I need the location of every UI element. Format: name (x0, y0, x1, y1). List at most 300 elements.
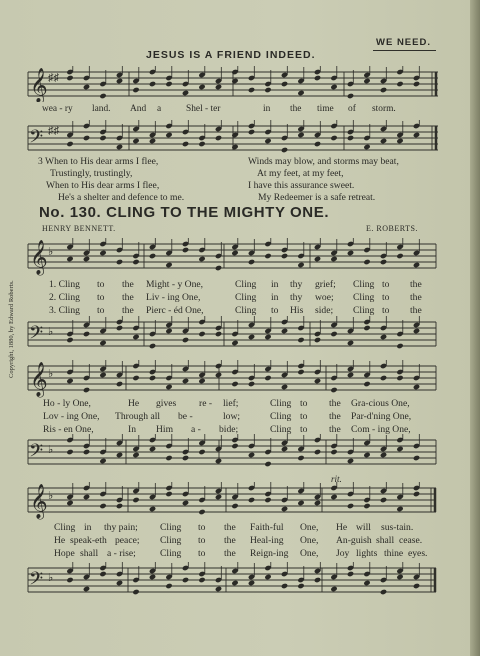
note-head (264, 497, 271, 503)
note-head (165, 262, 172, 268)
svg-text:𝄢: 𝄢 (29, 322, 44, 347)
lyric-syllable: time (317, 104, 334, 114)
lyric-syllable: in (271, 279, 279, 290)
note-head (231, 144, 238, 150)
note-head (297, 337, 304, 343)
note-head (165, 328, 172, 334)
note-head (297, 455, 304, 461)
verse-line: He's a shelter and defence to me. (58, 192, 185, 203)
note-head (182, 90, 189, 96)
lyric-syllable: to (97, 305, 105, 316)
note-head (363, 325, 370, 331)
note-head (314, 577, 321, 583)
lyric-syllable: to (300, 398, 308, 409)
note-head (99, 372, 106, 378)
lyric-syllable: the (290, 104, 302, 114)
note-head (198, 577, 205, 583)
note-head (132, 87, 139, 93)
note-head (182, 577, 189, 583)
note-head (66, 378, 73, 384)
composer-credit: E. ROBERTS. (366, 224, 418, 233)
lyric-syllable: He (128, 398, 140, 409)
note-head (396, 138, 403, 144)
lyric-syllable: speak-eth (70, 535, 107, 546)
note-head (132, 497, 139, 503)
head-rule (373, 50, 436, 51)
lyric-syllable: He (336, 522, 348, 533)
note-head (413, 328, 420, 334)
system3-bass-staff (26, 560, 442, 600)
note-head (83, 84, 90, 90)
lyric-syllable: Joy (336, 548, 350, 559)
ritardando-mark: rit. (331, 474, 342, 484)
note-head (149, 253, 156, 259)
note-head (132, 259, 139, 265)
note-head (347, 250, 354, 256)
system2-bass-staff (26, 432, 442, 472)
note-head (314, 378, 321, 384)
note-head (363, 144, 370, 150)
note-head (149, 81, 156, 87)
svg-text:𝄢: 𝄢 (29, 568, 44, 593)
note-head (231, 381, 238, 387)
lyric-syllable: Cling (235, 292, 257, 303)
lyric-syllable: to (382, 305, 390, 316)
copyright-notice: Copyright, 1880, by Edward Roberts. (8, 280, 15, 378)
lyric-syllable: in (263, 104, 271, 114)
note-head (396, 375, 403, 381)
lyric-syllable: Gra-cious One, (351, 398, 410, 409)
lyric-syllable: shall (80, 548, 99, 559)
note-head (347, 372, 354, 378)
note-head (182, 378, 189, 384)
note-head (198, 378, 205, 384)
lyric-syllable: An-guish (336, 535, 372, 546)
system1-bass-staff (26, 312, 442, 352)
note-head (297, 132, 304, 138)
note-head (380, 497, 387, 503)
note-head (281, 446, 288, 452)
note-head (363, 78, 370, 84)
note-head (396, 506, 403, 512)
note-head (231, 250, 238, 256)
lyric-syllable: Par-d'ning One, (351, 411, 412, 422)
lyric-syllable: Liv - ing One, (146, 292, 201, 303)
note-head (297, 500, 304, 506)
lyric-syllable: Him (156, 424, 174, 435)
note-head (413, 132, 420, 138)
note-head (396, 81, 403, 87)
note-head (347, 458, 354, 464)
svg-text:♭: ♭ (48, 368, 54, 380)
note-head (99, 340, 106, 346)
note-head (99, 93, 106, 99)
note-head (363, 580, 370, 586)
note-head (149, 506, 156, 512)
lyric-syllable: a - rise; (107, 548, 136, 559)
note-head (363, 503, 370, 509)
note-head (281, 253, 288, 259)
note-head (314, 449, 321, 455)
note-head (264, 334, 271, 340)
lyric-syllable: Ho - ly One, (43, 398, 91, 409)
lyric-syllable: His (290, 305, 304, 316)
svg-text:♭: ♭ (48, 444, 54, 456)
lyric-syllable: wea - ry (42, 104, 73, 114)
note-head (215, 84, 222, 90)
lyric-syllable: Cling (353, 292, 375, 303)
lyric-syllable: the (224, 522, 236, 533)
note-head (413, 81, 420, 87)
lyric-syllable: bide; (219, 424, 239, 435)
verse-line: Winds may blow, and storms may beat, (248, 156, 399, 167)
svg-text:𝄢: 𝄢 (29, 440, 44, 465)
svg-text:♯♯: ♯♯ (48, 125, 59, 137)
lyric-syllable: the (224, 548, 236, 559)
note-head (281, 506, 288, 512)
note-head (215, 331, 222, 337)
lyric-syllable: sus-tain. (381, 522, 414, 533)
lyric-syllable: Cling (235, 279, 257, 290)
note-head (413, 491, 420, 497)
lyric-syllable: Cling (160, 548, 182, 559)
lyric-syllable: be - (178, 411, 193, 422)
lyric-syllable: the (329, 424, 341, 435)
note-head (165, 384, 172, 390)
lyric-syllable: 3. Cling (49, 305, 80, 316)
svg-text:♭: ♭ (48, 326, 54, 338)
note-head (182, 455, 189, 461)
verse-line: I have this assurance sweet. (248, 180, 355, 191)
lyric-syllable: the (410, 305, 422, 316)
lyric-syllable: Reign-ing (250, 548, 289, 559)
note-head (330, 387, 337, 393)
note-head (198, 449, 205, 455)
note-head (330, 494, 337, 500)
lyric-syllable: Faith-ful (250, 522, 284, 533)
system2-treble-staff (26, 358, 442, 398)
note-head (347, 503, 354, 509)
note-head (314, 75, 321, 81)
lyric-syllable: Cling (270, 411, 292, 422)
lyric-syllable: the (410, 279, 422, 290)
note-head (248, 334, 255, 340)
lyric-syllable: lights (356, 548, 378, 559)
hymn-title: No. 130. CLING TO THE MIGHTY ONE. (39, 204, 330, 221)
note-head (66, 256, 73, 262)
note-head (380, 334, 387, 340)
lyric-syllable: 1. Cling (49, 279, 80, 290)
note-head (297, 369, 304, 375)
lyric-syllable: in (271, 292, 279, 303)
note-head (83, 449, 90, 455)
lyric-syllable: One, (300, 522, 319, 533)
verse-line: At my feet, at my feet, (257, 168, 344, 179)
note-head (297, 583, 304, 589)
lyric-syllable: cease. (399, 535, 423, 546)
note-head (380, 87, 387, 93)
lyric-syllable: Cling (160, 535, 182, 546)
lyric-syllable: eyes. (408, 548, 428, 559)
lyric-syllable: woe; (315, 292, 334, 303)
previous-hymn-title: JESUS IS A FRIEND INDEED. (146, 49, 316, 61)
lyric-syllable: re - (199, 398, 213, 409)
note-head (66, 449, 73, 455)
prev-treble-staff (26, 62, 442, 102)
note-head (149, 343, 156, 349)
lyric-syllable: He (54, 535, 66, 546)
lyric-syllable: One, (300, 548, 319, 559)
verse-line: My Redeemer is a safe retreat. (258, 192, 376, 203)
note-head (132, 334, 139, 340)
note-head (396, 574, 403, 580)
note-head (99, 571, 106, 577)
note-head (182, 141, 189, 147)
note-head (380, 375, 387, 381)
lyric-syllable: gives (156, 398, 177, 409)
note-head (132, 375, 139, 381)
lyric-syllable: Lov - ing One, (43, 411, 100, 422)
lyric-syllable: Pierc - éd One, (146, 305, 204, 316)
note-head (116, 144, 123, 150)
note-head (281, 328, 288, 334)
note-head (281, 583, 288, 589)
note-head (248, 580, 255, 586)
note-head (149, 138, 156, 144)
note-head (248, 497, 255, 503)
note-head (264, 138, 271, 144)
verse-line: Trustingly, trustingly, (50, 168, 133, 179)
lyric-syllable: 2. Cling (49, 292, 80, 303)
note-head (281, 81, 288, 87)
lyric-syllable: Through all (115, 411, 161, 422)
lyric-syllable: One, (300, 535, 319, 546)
note-head (165, 455, 172, 461)
note-head (116, 259, 123, 265)
svg-text:𝄞: 𝄞 (30, 241, 48, 274)
lyric-syllable: low; (223, 411, 241, 422)
note-head (248, 381, 255, 387)
note-head (198, 256, 205, 262)
note-head (83, 387, 90, 393)
note-head (380, 138, 387, 144)
note-head (99, 458, 106, 464)
note-head (83, 494, 90, 500)
svg-text:♯♯: ♯♯ (48, 72, 59, 84)
note-head (347, 571, 354, 577)
lyric-syllable: Cling (235, 305, 257, 316)
lyric-syllable: In (128, 424, 136, 435)
note-head (215, 265, 222, 271)
lyric-syllable: Heal-ing (250, 535, 284, 546)
note-head (281, 384, 288, 390)
note-head (380, 259, 387, 265)
note-head (314, 141, 321, 147)
note-head (165, 491, 172, 497)
lyric-syllable: shall (376, 535, 395, 546)
note-head (413, 384, 420, 390)
verse-line: 3 When to His dear arms I flee, (38, 156, 159, 167)
note-head (198, 141, 205, 147)
note-head (297, 262, 304, 268)
note-head (66, 500, 73, 506)
note-head (182, 500, 189, 506)
note-head (116, 452, 123, 458)
running-head-right: WE NEED. (376, 37, 431, 48)
note-head (66, 141, 73, 147)
note-head (231, 443, 238, 449)
lyric-syllable: to (300, 411, 308, 422)
note-head (347, 340, 354, 346)
note-head (165, 132, 172, 138)
book-spine-shadow (470, 0, 480, 656)
note-head (116, 381, 123, 387)
note-head (264, 87, 271, 93)
svg-text:♭: ♭ (48, 490, 54, 502)
lyric-syllable: the (122, 305, 134, 316)
note-head (314, 256, 321, 262)
svg-text:𝄢: 𝄢 (29, 126, 44, 151)
lyric-syllable: the (329, 398, 341, 409)
note-head (281, 147, 288, 153)
note-head (83, 135, 90, 141)
note-head (83, 586, 90, 592)
lyric-syllable: Cling (160, 522, 182, 533)
note-head (264, 574, 271, 580)
note-head (198, 84, 205, 90)
note-head (116, 580, 123, 586)
note-head (380, 589, 387, 595)
note-head (182, 247, 189, 253)
verse-line: When to His dear arms I flee, (46, 180, 160, 191)
lyric-syllable: thy (290, 279, 303, 290)
svg-text:𝄞: 𝄞 (30, 485, 48, 518)
note-head (297, 90, 304, 96)
lyric-syllable: side; (315, 305, 334, 316)
lyricist-credit: HENRY BENNETT. (42, 224, 116, 233)
note-head (396, 446, 403, 452)
note-head (215, 586, 222, 592)
note-head (248, 129, 255, 135)
note-head (248, 87, 255, 93)
svg-text:𝄞: 𝄞 (30, 69, 48, 102)
lyric-syllable: Cling (54, 522, 76, 533)
lyric-syllable: thy pain; (104, 522, 138, 533)
lyric-syllable: Com - ing One, (351, 424, 411, 435)
note-head (215, 494, 222, 500)
note-head (99, 250, 106, 256)
lyric-syllable: a - (191, 424, 201, 435)
note-head (165, 583, 172, 589)
note-head (330, 449, 337, 455)
note-head (264, 461, 271, 467)
note-head (363, 381, 370, 387)
lyric-syllable: Ris - en One, (43, 424, 94, 435)
lyric-syllable: And (130, 104, 147, 114)
note-head (99, 135, 106, 141)
lyric-syllable: the (329, 411, 341, 422)
note-head (165, 81, 172, 87)
lyric-syllable: the (122, 292, 134, 303)
note-head (231, 580, 238, 586)
note-head (380, 452, 387, 458)
note-head (248, 452, 255, 458)
lyric-syllable: Shel - ter (186, 104, 221, 114)
note-head (215, 135, 222, 141)
lyric-syllable: the (122, 279, 134, 290)
note-head (231, 78, 238, 84)
lyric-syllable: lief; (223, 398, 239, 409)
note-head (330, 256, 337, 262)
svg-text:♭: ♭ (48, 246, 54, 258)
note-head (66, 577, 73, 583)
note-head (198, 331, 205, 337)
note-head (132, 589, 139, 595)
note-head (314, 500, 321, 506)
lyric-syllable: to (382, 292, 390, 303)
note-head (83, 256, 90, 262)
lyric-syllable: to (300, 424, 308, 435)
lyric-syllable: Might - y One, (146, 279, 204, 290)
note-head (396, 343, 403, 349)
note-head (116, 78, 123, 84)
lyric-syllable: Cling (353, 279, 375, 290)
note-head (132, 452, 139, 458)
note-head (132, 138, 139, 144)
lyric-syllable: to (198, 535, 206, 546)
note-head (66, 337, 73, 343)
note-head (413, 455, 420, 461)
note-head (149, 574, 156, 580)
note-head (363, 452, 370, 458)
note-head (264, 375, 271, 381)
lyric-syllable: land. (92, 104, 111, 114)
note-head (99, 503, 106, 509)
prev-bass-staff (26, 120, 442, 160)
lyric-syllable: storm. (372, 104, 396, 114)
note-head (215, 372, 222, 378)
lyric-syllable: will (356, 522, 371, 533)
lyric-syllable: a (157, 104, 162, 114)
lyric-syllable: in (84, 522, 92, 533)
lyric-syllable: to (271, 305, 279, 316)
note-head (231, 340, 238, 346)
system1-treble-staff (26, 236, 442, 276)
note-head (215, 458, 222, 464)
lyric-syllable: the (224, 535, 236, 546)
note-head (347, 93, 354, 99)
lyric-syllable: Cling (270, 424, 292, 435)
note-head (413, 262, 420, 268)
note-head (83, 331, 90, 337)
svg-text:♭: ♭ (48, 572, 54, 584)
note-head (396, 253, 403, 259)
lyric-syllable: the (410, 292, 422, 303)
note-head (363, 259, 370, 265)
note-head (66, 75, 73, 81)
note-head (149, 375, 156, 381)
lyric-syllable: peace; (115, 535, 140, 546)
note-head (116, 503, 123, 509)
lyric-syllable: of (348, 104, 356, 114)
lyric-syllable: Hope (54, 548, 75, 559)
note-head (330, 331, 337, 337)
note-head (330, 135, 337, 141)
lyric-syllable: thine (384, 548, 404, 559)
note-head (413, 583, 420, 589)
system3-treble-staff (26, 480, 442, 520)
lyric-syllable: to (198, 548, 206, 559)
